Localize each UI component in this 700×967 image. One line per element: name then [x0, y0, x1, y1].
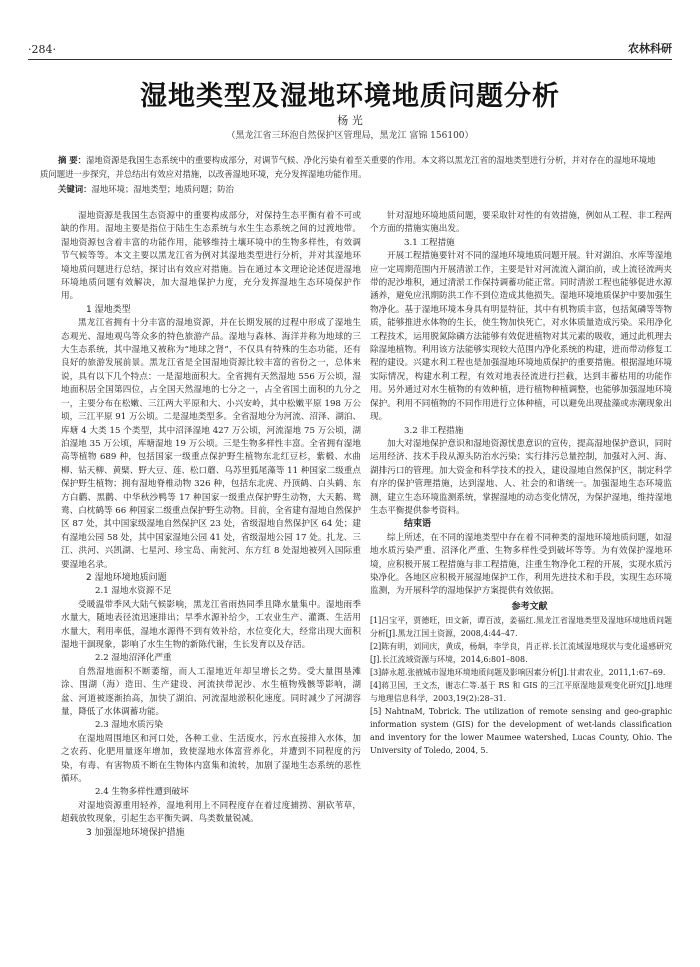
- keywords-text: 湿地环境；湿地类型；地质问题；防治: [91, 184, 234, 194]
- paragraph: 加大对湿地保护意识和湿地资源忧患意识的宣传，提高湿地保护意识，同时运用经济、技术手段从源头防治水污染；实行排污总量控制，加强对入河、海、湖排污口的管理。加大资金和科学技术的投入，建设湿地自然保护区，制定科学有序的保护管理措施，达到湿地、人、社会的和谐统一。加强湿地生态环境监测，建立生态环境监测系统，掌握湿地的动态变化情况，为保护湿地，维持湿地生态平衡提供参考资料。: [370, 438, 672, 516]
- page-number: ·284·: [28, 43, 56, 56]
- paragraph: 综上所述，在不同的湿地类型中存在着不同种类的湿地环境地质问题，如湿地水质污染严重、沼泽化严重、生物多样性受到破坏等等。为有效保护湿地环境，应积极开展工程措施与非工程措施，注重生物净化工程的开展，实现水质污染净化。各地区应积极开展湿地保护工作，利用先进技术和手段，实现生态环境监测，为开展科学的湿地保护方案提供有效依据。: [370, 532, 672, 597]
- section-heading: 3 加强湿地环境保护措施: [86, 827, 185, 838]
- paragraph: 受暖温带季风大陆气候影响，黑龙江省雨热同季且降水量集中。湿地雨季水量大，随地表径流迅速排出；旱季水源补给少，工农业生产、灌溉、生活用水量大，利用率低，湿地水源得不到有效补给，水位变化大，经常出现大面积湿地干涸现象，影响了水生生物的新陈代谢，生长发育以及存活。: [61, 599, 361, 650]
- paragraph: 开展工程措施要针对不同的湿地环境地质问题开展。针对湖泊、水库等湿地应一定周期范围内开展清淤工作，主要是针对河流流入湖泊前，或上流径流两夹带的泥沙堆积，通过清淤工作保持调蓄功能正常。同时清淤工程也能够促进水源涵养，避免应汛期防洪工作不到位造成其他损失。湿地环境地质保护中要加强生物净化。基于湿地环境本身具有明显特征，其中有机物质丰富，包括氮磷等等物质，能够推进水体物的生长，使生物加快死亡，对水体质量造成污染。采用净化工程技术，运用脱氮除磷方法能够有效促进植物对其元素的吸收，通过此机理去除湿地植物。利用该方法能够实现较大范围内净化系统的构建，进而带动修复工程的建设。兴建水利工程也是加强湿地环境地质保护的重要措施。根据湿地环境实际情况，构建水利工程，有效对地表径流进行拦截，达到丰蓄枯用的功能作用。另外通过对水生植物的有效种植，进行植物种植调整，也能够加强湿地环境保护。利用不同植物的不同作用进行立体种植，可以避免出现盐藻或赤潮现象出现。: [370, 251, 672, 423]
- left-column: [61, 210, 361, 840]
- section-heading: 1 湿地类型: [86, 304, 131, 315]
- paragraph: 在湿地周围地区和河口处，各种工业、生活废水，污水直接排入水体，加之农药、化肥用量逐年增加，致使湿地水体富营养化，并遭到不同程度的污染，有毒、有害物质不断在生物体内富集和流转，加剧了湿地生态系统的恶性循环。: [61, 733, 361, 785]
- article-title: 湿地类型及湿地环境地质问题分析: [140, 81, 560, 112]
- subsection-heading: 2.4 生物多样性遭到破坏: [95, 787, 189, 798]
- subsection-heading: 2.1 湿地水资源不足: [95, 586, 172, 597]
- article-affiliation: （黑龙江省三环泡自然保护区管理局，黑龙江 富锦 156100）: [226, 131, 474, 141]
- abstract: [40, 153, 660, 181]
- subsection-heading: 3.2 非工程措施: [404, 425, 464, 436]
- subsection-heading: 2.3 湿地水质污染: [95, 720, 163, 731]
- page-header: [28, 34, 672, 60]
- reference-item: [2]陈有明，刘同庆，黄成，杨炯，李学良，肖正祥.长江流域湿地现状与变化遥感研究[J].长江流域资源与环境，2014,6:801–808.: [370, 642, 672, 665]
- references-heading: 参考文献: [511, 601, 548, 612]
- reference-item: [4]蒋卫国，王文杰，谢志仁等.基于 RS 和 GIS 的三江平原湿地景观变化研究[J].地理与地理信息科学，2003,19(2):28–31.: [370, 681, 672, 704]
- reference-item: [3]薛永超.张掖城市湿地环境地质问题及影响因素分析[J].甘肃农业，2011,1:67–69.: [370, 668, 666, 678]
- abstract-label: 摘 要：: [58, 155, 87, 165]
- journal-name: 农林科研: [628, 42, 672, 55]
- subsection-heading: 3.1 工程措施: [404, 237, 455, 248]
- section-heading: 2 湿地环境地质问题: [86, 572, 167, 583]
- paragraph: 对湿地资源重用轻养，湿地利用上不同程度存在着过度捕捞、割砍苇草，超载放牧现象，引起生态平衡失调、鸟类数量锐减。: [61, 800, 361, 825]
- reference-item: [5] NahtnaM, Tobrick. The utilization of remote sensing and geo-graphic information system (GIS) for the development of wet-lands classification and inventory for the lower Maumee watershed, Lucas County, Ohio. The University of Toledo, 2004, 5.: [370, 707, 672, 756]
- paragraph: 湿地资源是我国生态资源中的重要构成部分，对保持生态平衡有着不可或缺的作用。湿地主要是指位于陆生生态系统与水生生态系统之间的过渡地带。湿地资源包含着丰富的功能作用，能够维持土壤环境中的生物多样性，有效调节气候等等。本文主要以黑龙江省为例对其湿地类型进行分析，并对其湿地环境地质问题进行总结，探讨出有效应对措施。旨在通过本文理论论述促进湿地环境地质问题有效解决，加大湿地保护力度，充分发挥湿地生态环境保护作用。: [61, 211, 361, 302]
- keywords-label: 关键词：: [58, 184, 92, 194]
- right-column: [370, 210, 672, 757]
- subsection-heading: 2.2 湿地沼泽化严重: [95, 653, 172, 664]
- paragraph: 针对湿地环境地质问题，要采取针对性的有效措施，例如从工程、非工程两个方面的措施实施出发。: [370, 211, 672, 235]
- keywords: [58, 182, 660, 196]
- article-author: 杨 光: [337, 114, 363, 127]
- abstract-text: 湿地资源是我国生态系统中的重要构成部分，对调节气候、净化污染有着至关重要的作用。本文将以黑龙江省的湿地类型进行分析，并对存在的湿地环境地质问题进一步探究，并总结出有效应对措施，以改善湿地环境，充分发挥湿地功能作用。: [40, 155, 656, 179]
- paragraph: 自然湿地面积不断萎缩，而人工湿地近年却呈增长之势。受大量围垦滩涂、围湖（海）造田、生产建设、河流挟带泥沙、水生植物残骸等影响，湖盆、河道被逐渐抬高，加快了湖泊、河流湿地淤积化速度。同时减少了河湖容量，降低了水体调蓄功能。: [61, 666, 361, 718]
- reference-item: [1]吕宝平，贾德旺，田文新，谭百波，姜福红.黑龙江省湿地类型及湿地环境地质问题分析[J].黑龙江国土资源，2008,4:44–47.: [370, 616, 672, 639]
- paragraph: 黑龙江省拥有十分丰富的湿地资源，并在长期发展的过程中形成了湿地生态观光、湿地观鸟等众多的特色旅游产品。湿地与森林、海洋并称为地球的三大生态系统，其中湿地又被称为“地球之肾”，不仅具有特殊的生态功能，还有良好的旅游发展前景。黑龙江省是全国湿地资源比较丰富的省份之一，总体来说，具有以下几个特点：一是湿地面积大。全省拥有天然湿地 556 万公顷，湿地面积居全国第四位，占全国天然湿地的七分之一，占全省国土面积的九分之一，主要分布在松嫩、三江两大平原和大、小兴安岭，其中松嫩平原 198 万公顷，三江平原 91 万公顷。二是湿地类型多。全省湿地分为河流、沼泽、湖泊、库塘 4 大类 15 个类型，其中沼泽湿地 427 万公顷，河流湿地 75 万公顷，湖泊湿地 35 万公顷，库塘湿地 19 万公顷。三是生物多样性丰富。全省拥有湿地高等植物 689 种，包括国家一级重点保护野生植物东北红豆杉，紫椴、水曲柳、钻天柳、黄檗、野大豆、莲、松口蘑、乌苏里狐尾藻等 11 种国家二级重点保护野生植物；拥有湿地脊椎动物 326 种，包括东北虎、丹顶鹤、白头鹤、东方白鹳、黑鹳、中华秋沙鸭等 17 种国家一级重点保护野生动物，大天鹅、鸳鸯、白枕鹤等 66 种国家二级重点保护野生动物。目前，全省建有湿地自然保护区 87 处，其中国家级湿地自然保护区 23 处，省级湿地自然保护区 64 处；建有湿地公园 58 处，其中国家湿地公园 41 处，省级湿地公园 17 处。扎龙、三江、洪河、兴凯湖、七星河、珍宝岛、南瓮河、东方红 8 处湿地被列入国际重要湿地名录。: [61, 318, 361, 570]
- conclusion-heading: 结束语: [404, 519, 432, 530]
